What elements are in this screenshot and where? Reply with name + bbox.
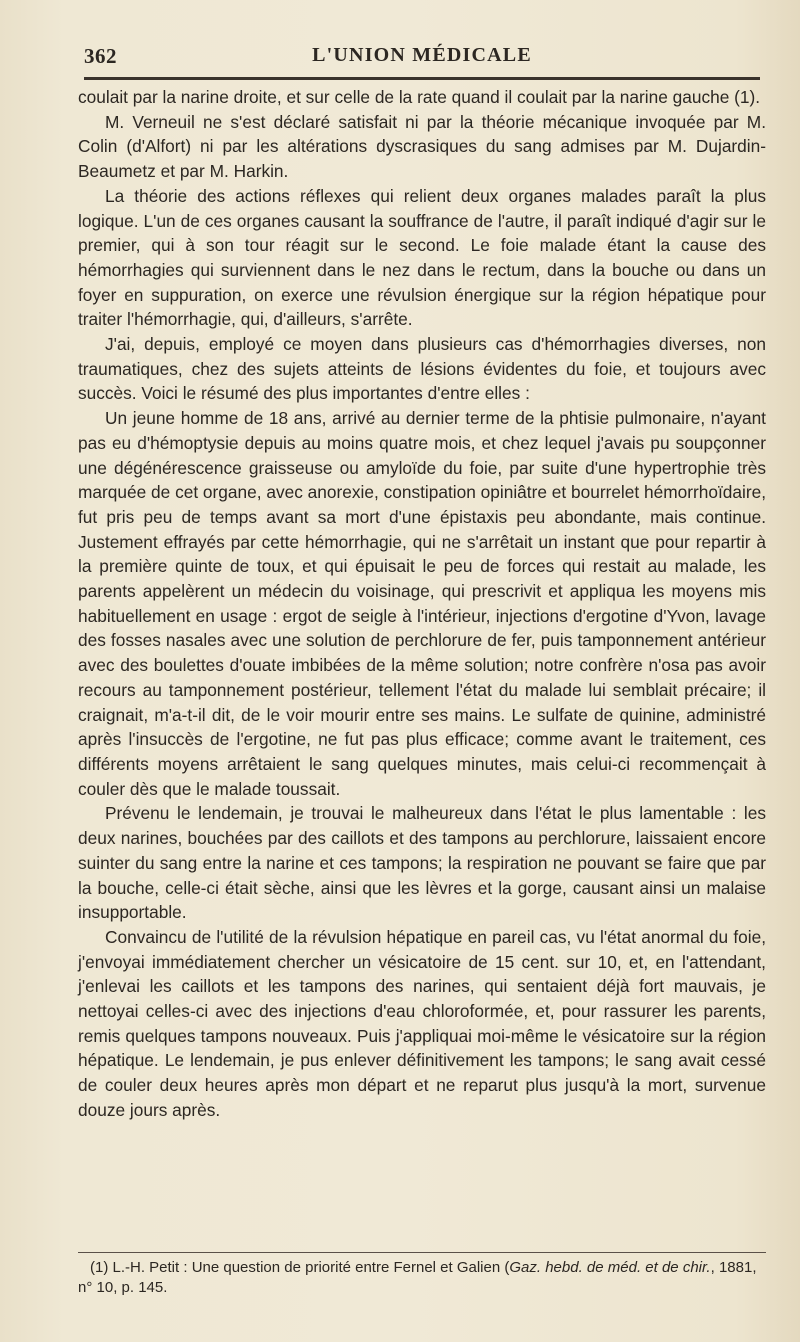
paragraph: J'ai, depuis, employé ce moyen dans plusieurs cas d'hémorrhagies diverses, non traumatiques, chez des sujets atteints de lésions évidentes du foie, et toujours avec succès. Voici le résumé des plus importantes d'entre elles : xyxy=(78,334,766,404)
footnote-text: (1) L.-H. Petit : Une question de priorité entre Fernel et Galien ( xyxy=(90,1259,510,1276)
paragraph: Prévenu le lendemain, je trouvai le malheureux dans l'état le plus lamentable : les deux narines, bouchées par des caillots et des tampons au perchlorure, laissaient encore suinter du sang entre la narine et ces tampons; la respiration ne pouvant se faire que par la bouche, celle-ci était sèche, ainsi que les lèvres et la gorge, causant ainsi un malaise insupportable. xyxy=(78,803,766,923)
footnote-citation: , 1881, n° 10, p. 145. xyxy=(78,1259,757,1296)
footnote-rule xyxy=(78,1252,766,1253)
paragraph: Convaincu de l'utilité de la révulsion hépatique en pareil cas, vu l'état anormal du foie, j'envoyai immédiatement chercher un vésicatoire de 15 cent. sur 10, et, en l'attendant, j'enlevai les caillots et les tampons des narines, qui sentaient déjà fort mauvais, je nettoyai celles-ci avec des injections d'eau chloroformée, et, pour rassurer les parents, remis quelques tampons nouveaux. Puis j'appliquai moi-même le vésicatoire sur la région hépatique. Le lendemain, je pus enlever définitivement les tampons; le sang avait cessé de couler deux heures après mon départ et ne reparut plus jusqu'à la mort, survenue douze jours après. xyxy=(78,926,766,1120)
paragraph: M. Verneuil ne s'est déclaré satisfait ni par la théorie mécanique invoquée par M. Colin (d'Alfort) ni par les altérations dyscrasiques du sang admises par M. Dujardin-Beaumetz et par M. Harkin. xyxy=(78,111,766,182)
page-number: 362 xyxy=(84,44,117,68)
article-body xyxy=(78,85,766,1123)
paragraph: La théorie des actions réflexes qui relient deux organes malades paraît la plus logique. L'un de ces organes causant la souffrance de l'autre, il paraît indiqué d'agir sur le premier, qui à son tour réagit sur le second. Le foie malade étant la cause des hémorrhagies qui surviennent dans le nez dans le rectum, dans la bouche ou dans un foyer en suppuration, on exerce une révulsion énergique sur la région hépatique pour traiter l'hémorrhagie, qui, d'ailleurs, s'arrête. xyxy=(78,185,766,330)
footnote-journal: Gaz. hebd. de méd. et de chir. xyxy=(509,1259,711,1276)
paragraph: coulait par la narine droite, et sur celle de la rate quand il coulait par la narine gauche (1). xyxy=(78,87,761,107)
paragraph: Un jeune homme de 18 ans, arrivé au dernier terme de la phtisie pulmonaire, n'ayant pas eu d'hémoptysie depuis au moins quatre mois, et chez lequel j'avais pu soupçonner une dégénérescence graisseuse ou amyloïde du foie, par suite d'une hypertrophie très marquée de cet organe, avec anorexie, constipation opiniâtre et bourrelet hémorrhoïdaire, fut pris peu de temps avant sa mort d'une épistaxis peu abondante, mais continue. Justement effrayés par cette hémorrhagie, qui ne s'arrêtait un instant que pour repartir à la première quinte de toux, et qui épuisait le peu de forces qui restait au malade, les parents appelèrent un médecin du voisinage, qui prescrivit et appliqua les moyens mis habituellement en usage : ergot de seigle à l'intérieur, injections d'ergotine d'Yvon, lavage des fosses nasales avec une solution de perchlorure de fer, puis tamponnement antérieur avec des boulettes d'ouate imbibées de la même solution; notre confrère n'osa pas avoir recours au tamponnement postérieur, tellement l'état du malade lui semblait précaire; il craignait, m'a-t-il dit, de le voir mourir entre ses mains. Le sulfate de quinine, administré après l'insuccès de l'ergotine, ne fut pas plus efficace; comme avant le traitement, ces différents moyens arrêtaient le sang quelques minutes, mais celui-ci recommençait à couler dès que le malade toussait. xyxy=(78,408,766,799)
running-header xyxy=(84,44,760,74)
journal-title: L'UNION MÉDICALE xyxy=(312,44,532,66)
footnote xyxy=(78,1258,766,1298)
header-rule xyxy=(84,77,760,80)
